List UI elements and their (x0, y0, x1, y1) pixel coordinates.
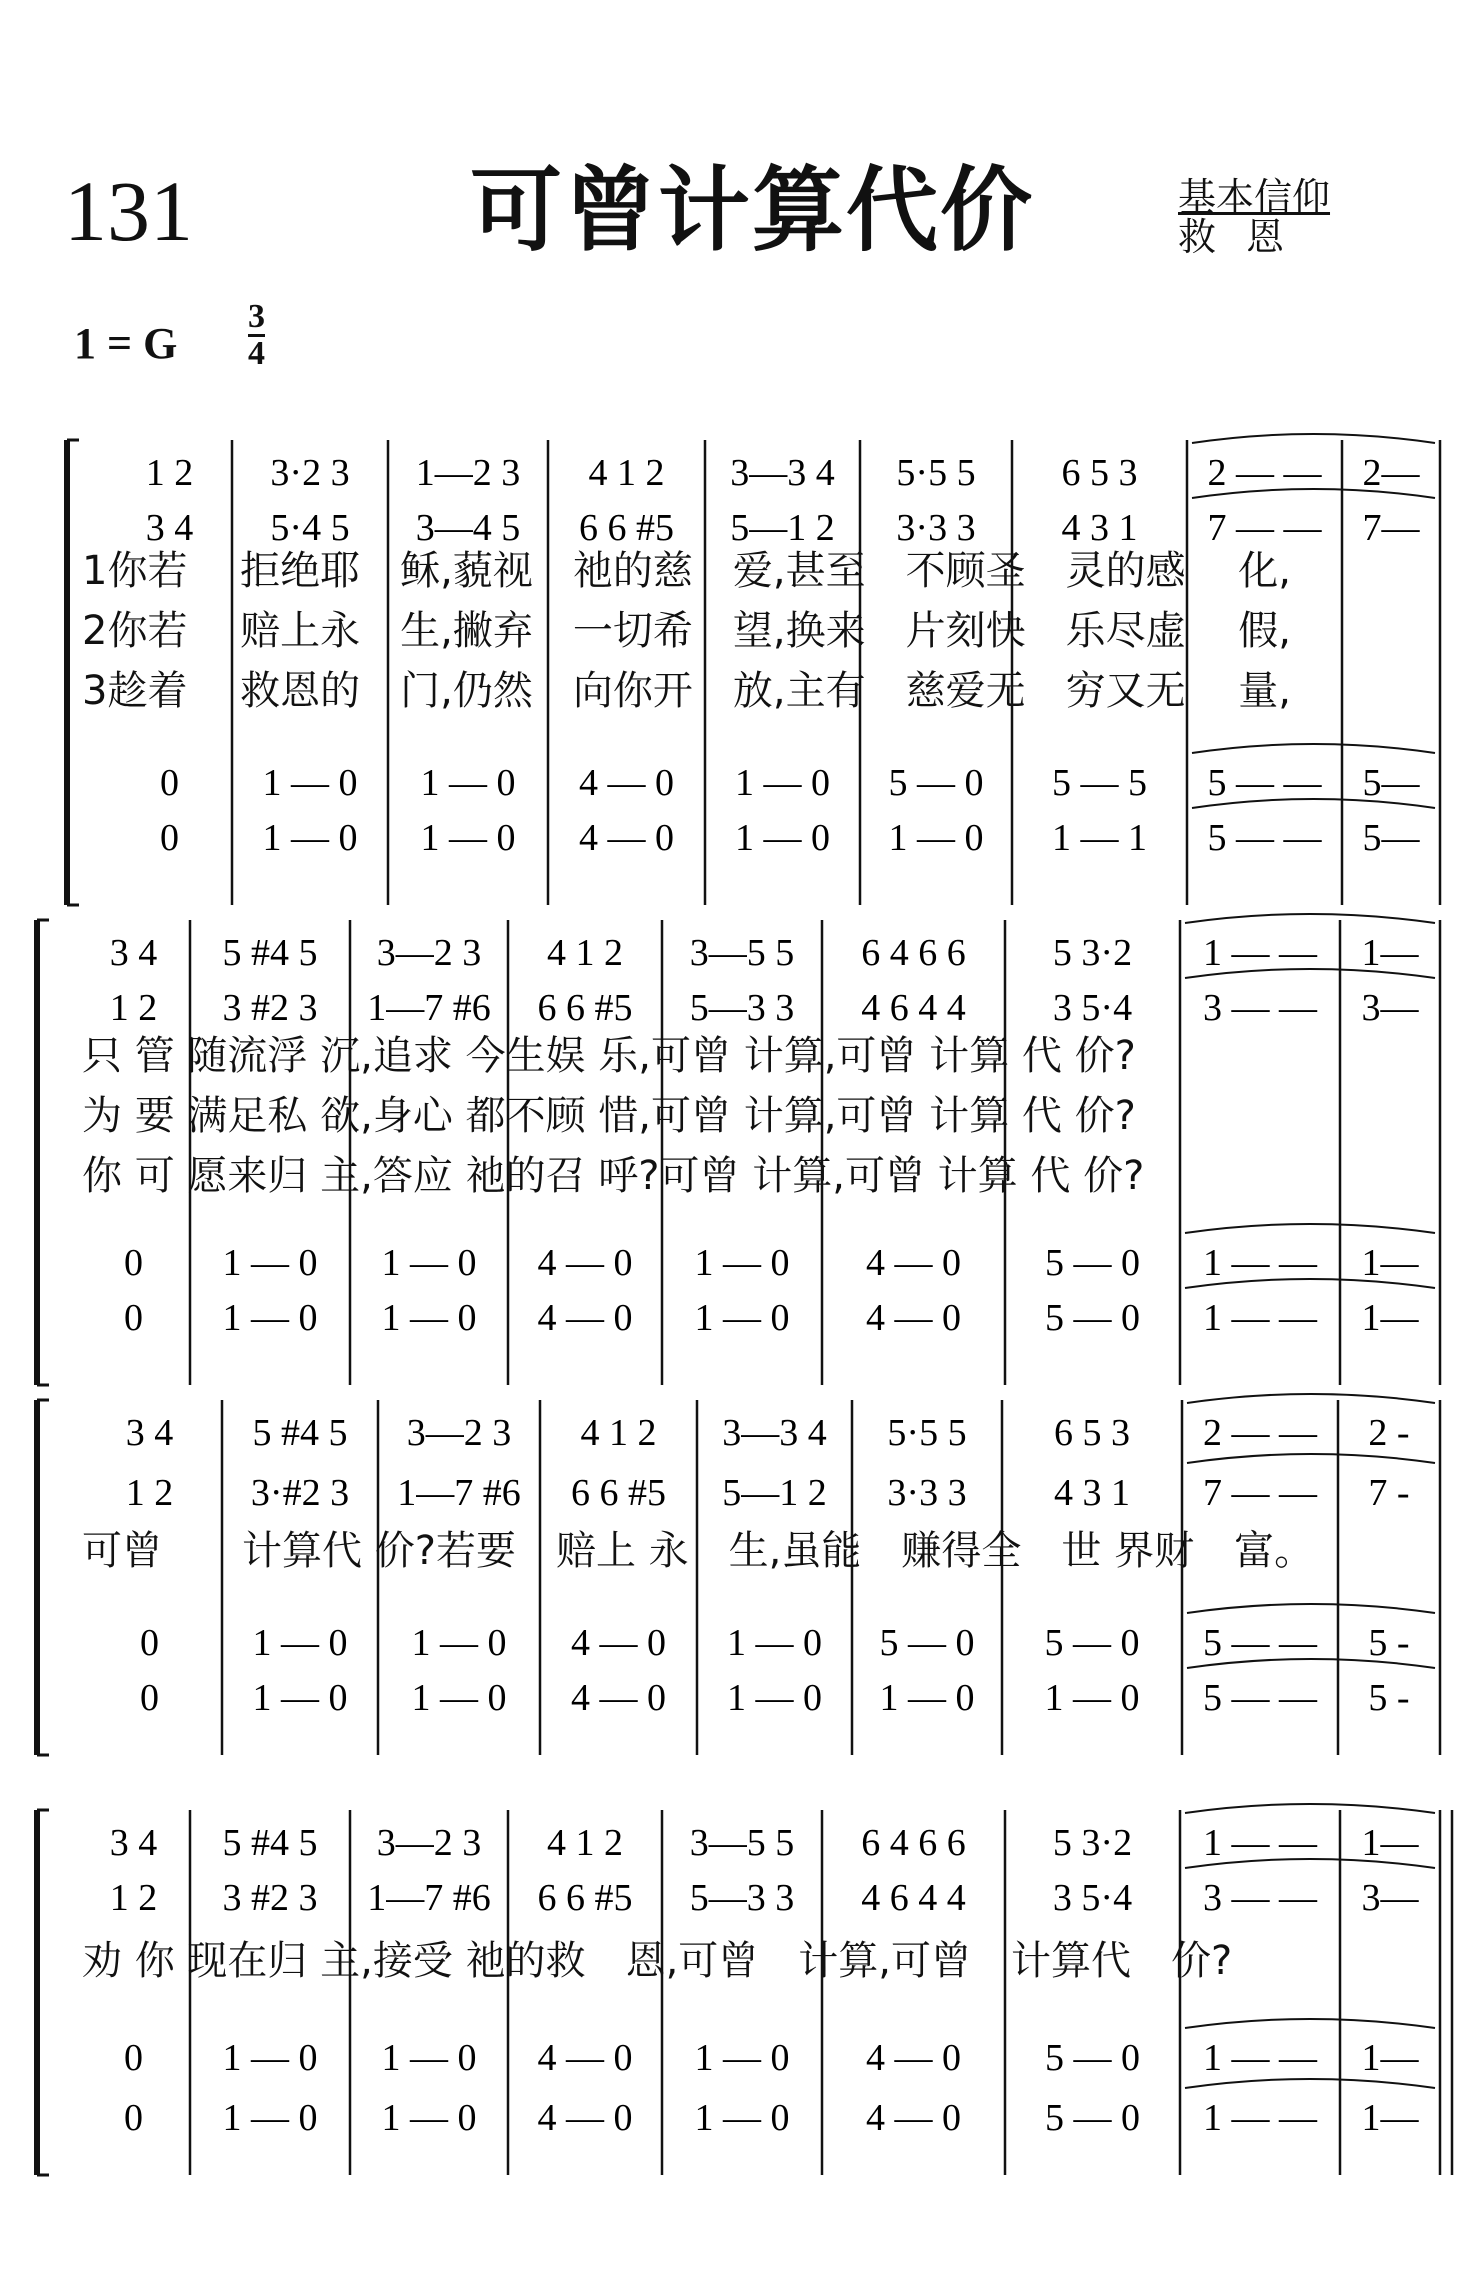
soprano-measure: 3—3 4 (722, 1412, 827, 1454)
bass-measure: 4 — 0 (537, 1297, 633, 1339)
bass-measure: 1 — 0 (694, 1297, 790, 1339)
alto-measure: 1—7 #6 (397, 1472, 521, 1514)
soprano-measure: 5·5 5 (896, 452, 976, 494)
tenor-measure: 0 (160, 762, 179, 804)
soprano-measure: 1 — — (1203, 932, 1317, 974)
category-main: 基本信仰 (1178, 175, 1331, 219)
alto-measure: 3·3 3 (896, 507, 976, 549)
lyric-line: 1你若 拒绝耶 稣,藐视 祂的慈 爱,甚至 不顾圣 灵的感 化, (82, 548, 1292, 594)
bass-measure: 4 — 0 (537, 2097, 633, 2139)
bass-measure: 5 — — (1203, 1677, 1317, 1719)
alto-measure: 6 6 #5 (571, 1472, 666, 1514)
tenor-measure: 5 — 0 (1045, 2037, 1140, 2079)
alto-measure: 4 3 1 (1061, 507, 1138, 549)
alto-measure: 3— (1361, 1877, 1419, 1919)
tie (1185, 2079, 1435, 2088)
soprano-measure: 3 4 (109, 932, 158, 974)
soprano-measure: 5 #4 5 (252, 1412, 348, 1454)
alto-measure: 3 4 (145, 507, 194, 549)
tie (1185, 1224, 1435, 1233)
bass-measure: 0 (160, 817, 179, 859)
alto-measure: 5—1 2 (722, 1472, 827, 1514)
tenor-measure: 5 — 5 (1052, 762, 1147, 804)
alto-measure: 5·4 5 (270, 507, 350, 549)
soprano-measure: 3·2 3 (270, 452, 350, 494)
soprano-measure: 3 4 (109, 1822, 158, 1864)
tenor-measure: 5— (1362, 762, 1420, 804)
bass-measure: 1 — 0 (735, 817, 830, 859)
tie (1185, 914, 1435, 923)
tenor-measure: 5 — 0 (879, 1622, 975, 1664)
tie (1192, 434, 1435, 443)
alto-measure: 5—1 2 (730, 507, 835, 549)
tenor-measure: 4 — 0 (537, 1242, 633, 1284)
bass-measure: 5 — 0 (1045, 2097, 1140, 2139)
soprano-measure: 4 1 2 (547, 932, 623, 974)
tenor-measure: 5 — 0 (888, 762, 984, 804)
tie (1185, 1804, 1435, 1813)
soprano-measure: 3—5 5 (689, 1822, 795, 1864)
tie (1187, 1394, 1435, 1403)
soprano-measure: 1—2 3 (415, 452, 521, 494)
time-signature-bottom: 4 (248, 335, 265, 372)
bass-measure: 5 — — (1207, 817, 1322, 859)
tenor-measure: 4 — 0 (537, 2037, 633, 2079)
tenor-measure: 1 — 0 (252, 1622, 348, 1664)
bass-measure: 4 — 0 (866, 1297, 961, 1339)
alto-measure: 4 6 4 4 (861, 987, 966, 1029)
alto-measure: 1 2 (109, 1877, 158, 1919)
bass-measure: 5— (1362, 817, 1420, 859)
bass-measure: 1 — 0 (222, 1297, 318, 1339)
tenor-measure: 0 (140, 1622, 159, 1664)
alto-measure: 3·3 3 (887, 1472, 967, 1514)
soprano-measure: 3—2 3 (406, 1412, 512, 1454)
tenor-measure: 1 — 0 (411, 1622, 507, 1664)
bass-measure: 1— (1361, 2097, 1419, 2139)
bass-measure: 0 (124, 2097, 143, 2139)
tenor-measure: 4 — 0 (571, 1622, 666, 1664)
bass-measure: 1 — 1 (1052, 817, 1147, 859)
soprano-measure: 4 1 2 (547, 1822, 623, 1864)
alto-measure: 3 5·4 (1052, 1877, 1133, 1919)
soprano-measure: 6 4 6 6 (861, 932, 966, 974)
lyric-line: 你 可 愿来归 主,答应 祂的召 呼?可曾 计算,可曾 计算 代 价? (82, 1153, 1145, 1199)
lyric-line: 只 管 随流浮 沉,追求 今生娱 乐,可曾 计算,可曾 计算 代 价? (82, 1033, 1136, 1079)
tenor-measure: 1 — 0 (381, 1242, 477, 1284)
bass-measure: 1 — 0 (381, 2097, 477, 2139)
time-signature-top: 3 (248, 298, 265, 335)
soprano-measure: 3—5 5 (689, 932, 795, 974)
hymn-number: 131 (64, 163, 193, 259)
bass-measure: 5 - (1368, 1677, 1410, 1719)
tenor-measure: 5 — 0 (1044, 1622, 1140, 1664)
alto-measure: 5—3 3 (689, 1877, 795, 1919)
bass-measure: 1 — 0 (727, 1677, 822, 1719)
tenor-measure: 0 (124, 1242, 143, 1284)
lyric-line: 2你若 赔上永 生,撇弃 一切希 望,换来 片刻快 乐尽虚 假, (82, 608, 1292, 654)
soprano-measure: 1— (1361, 932, 1419, 974)
bass-measure: 4 — 0 (866, 2097, 961, 2139)
soprano-measure: 1 — — (1203, 1822, 1317, 1864)
soprano-measure: 3—3 4 (730, 452, 835, 494)
tie (1185, 2019, 1435, 2028)
bass-measure: 1 — 0 (252, 1677, 348, 1719)
soprano-measure: 6 5 3 (1061, 452, 1138, 494)
soprano-measure: 4 1 2 (580, 1412, 657, 1454)
tenor-measure: 1— (1361, 1242, 1419, 1284)
tenor-measure: 1 — 0 (222, 2037, 318, 2079)
category-sub: 救恩 (1178, 215, 1315, 259)
alto-measure: 3 #2 3 (222, 1877, 318, 1919)
alto-measure: 4 6 4 4 (861, 1877, 966, 1919)
tenor-measure: 4 — 0 (866, 1242, 961, 1284)
tenor-measure: 5 - (1368, 1622, 1410, 1664)
bass-measure: 1 — — (1203, 2097, 1317, 2139)
alto-measure: 6 6 #5 (537, 1877, 633, 1919)
alto-measure: 1—7 #6 (367, 1877, 491, 1919)
lyric-line: 劝 你 现在归 主,接受 祂的救 恩,可曾 计算,可曾 计算代 价? (82, 1938, 1233, 1984)
soprano-measure: 3—2 3 (376, 932, 482, 974)
lyric-line: 为 要 满足私 欲,身心 都不顾 惜,可曾 计算,可曾 计算 代 价? (82, 1093, 1136, 1139)
key-signature: 1 = G (74, 319, 178, 368)
soprano-measure: 3—2 3 (376, 1822, 482, 1864)
alto-measure: 6 6 #5 (579, 507, 674, 549)
bass-measure: 1 — 0 (411, 1677, 507, 1719)
tenor-measure: 1 — 0 (735, 762, 830, 804)
tenor-measure: 1 — 0 (222, 1242, 318, 1284)
bass-measure: 5 — 0 (1045, 1297, 1140, 1339)
bass-measure: 1 — 0 (222, 2097, 318, 2139)
soprano-measure: 6 4 6 6 (861, 1822, 966, 1864)
alto-measure: 3 #2 3 (222, 987, 318, 1029)
alto-measure: 3 — — (1203, 987, 1317, 1029)
soprano-measure: 5·5 5 (887, 1412, 967, 1454)
soprano-measure: 2 — — (1207, 452, 1322, 494)
bass-measure: 4 — 0 (571, 1677, 666, 1719)
alto-measure: 3·#2 3 (250, 1472, 350, 1514)
bass-measure: 1 — 0 (879, 1677, 975, 1719)
alto-measure: 7 — — (1203, 1472, 1317, 1514)
bass-measure: 1 — 0 (694, 2097, 790, 2139)
tie (1192, 744, 1435, 753)
soprano-measure: 5 3·2 (1052, 1822, 1133, 1864)
tenor-measure: 1— (1361, 2037, 1419, 2079)
alto-measure: 1 2 (109, 987, 158, 1029)
soprano-measure: 2 - (1368, 1412, 1410, 1454)
tenor-measure: 1 — 0 (262, 762, 358, 804)
tenor-measure: 4 — 0 (579, 762, 674, 804)
bass-measure: 1 — 0 (262, 817, 358, 859)
soprano-measure: 5 #4 5 (222, 932, 318, 974)
lyric-line: 可曾 计算代 价?若要 赔上 永 生,虽能 赚得全 世 界财 富。 (82, 1528, 1315, 1574)
bass-measure: 1 — 0 (1044, 1677, 1140, 1719)
alto-measure: 4 3 1 (1054, 1472, 1130, 1514)
bass-measure: 4 — 0 (579, 817, 674, 859)
bass-measure: 1 — 0 (381, 1297, 477, 1339)
alto-measure: 7 — — (1207, 507, 1322, 549)
soprano-measure: 2— (1362, 452, 1420, 494)
bass-measure: 1 — — (1203, 1297, 1317, 1339)
tie (1187, 1604, 1435, 1613)
tenor-measure: 1 — 0 (420, 762, 516, 804)
tenor-measure: 5 — 0 (1045, 1242, 1140, 1284)
alto-measure: 3 — — (1203, 1877, 1317, 1919)
tenor-measure: 1 — 0 (694, 1242, 790, 1284)
tenor-measure: 1 — — (1203, 1242, 1317, 1284)
tenor-measure: 1 — 0 (381, 2037, 477, 2079)
bass-measure: 1 — 0 (420, 817, 516, 859)
tenor-measure: 5 — — (1203, 1622, 1317, 1664)
tenor-measure: 0 (124, 2037, 143, 2079)
soprano-measure: 1— (1361, 1822, 1419, 1864)
soprano-measure: 6 5 3 (1054, 1412, 1130, 1454)
tenor-measure: 5 — — (1207, 762, 1322, 804)
bass-measure: 0 (140, 1677, 159, 1719)
alto-measure: 1 2 (125, 1472, 174, 1514)
soprano-measure: 5 #4 5 (222, 1822, 318, 1864)
bass-measure: 0 (124, 1297, 143, 1339)
alto-measure: 3 5·4 (1052, 987, 1133, 1029)
hymn-title: 可曾计算代价 (470, 157, 1035, 264)
alto-measure: 3—4 5 (415, 507, 521, 549)
bass-measure: 1— (1361, 1297, 1419, 1339)
tenor-measure: 1 — — (1203, 2037, 1317, 2079)
soprano-measure: 2 — — (1203, 1412, 1317, 1454)
tie (1187, 1454, 1435, 1463)
alto-measure: 6 6 #5 (537, 987, 633, 1029)
tenor-measure: 1 — 0 (694, 2037, 790, 2079)
alto-measure: 1—7 #6 (367, 987, 491, 1029)
alto-measure: 7— (1362, 507, 1420, 549)
alto-measure: 7 - (1368, 1472, 1410, 1514)
tenor-measure: 4 — 0 (866, 2037, 961, 2079)
alto-measure: 5—3 3 (689, 987, 795, 1029)
lyric-line: 3趁着 救恩的 门,仍然 向你开 放,主有 慈爱无 穷又无 量, (82, 668, 1292, 714)
soprano-measure: 3 4 (125, 1412, 174, 1454)
tenor-measure: 1 — 0 (727, 1622, 822, 1664)
soprano-measure: 1 2 (145, 452, 194, 494)
alto-measure: 3— (1361, 987, 1419, 1029)
soprano-measure: 5 3·2 (1052, 932, 1133, 974)
bass-measure: 1 — 0 (888, 817, 984, 859)
soprano-measure: 4 1 2 (588, 452, 665, 494)
